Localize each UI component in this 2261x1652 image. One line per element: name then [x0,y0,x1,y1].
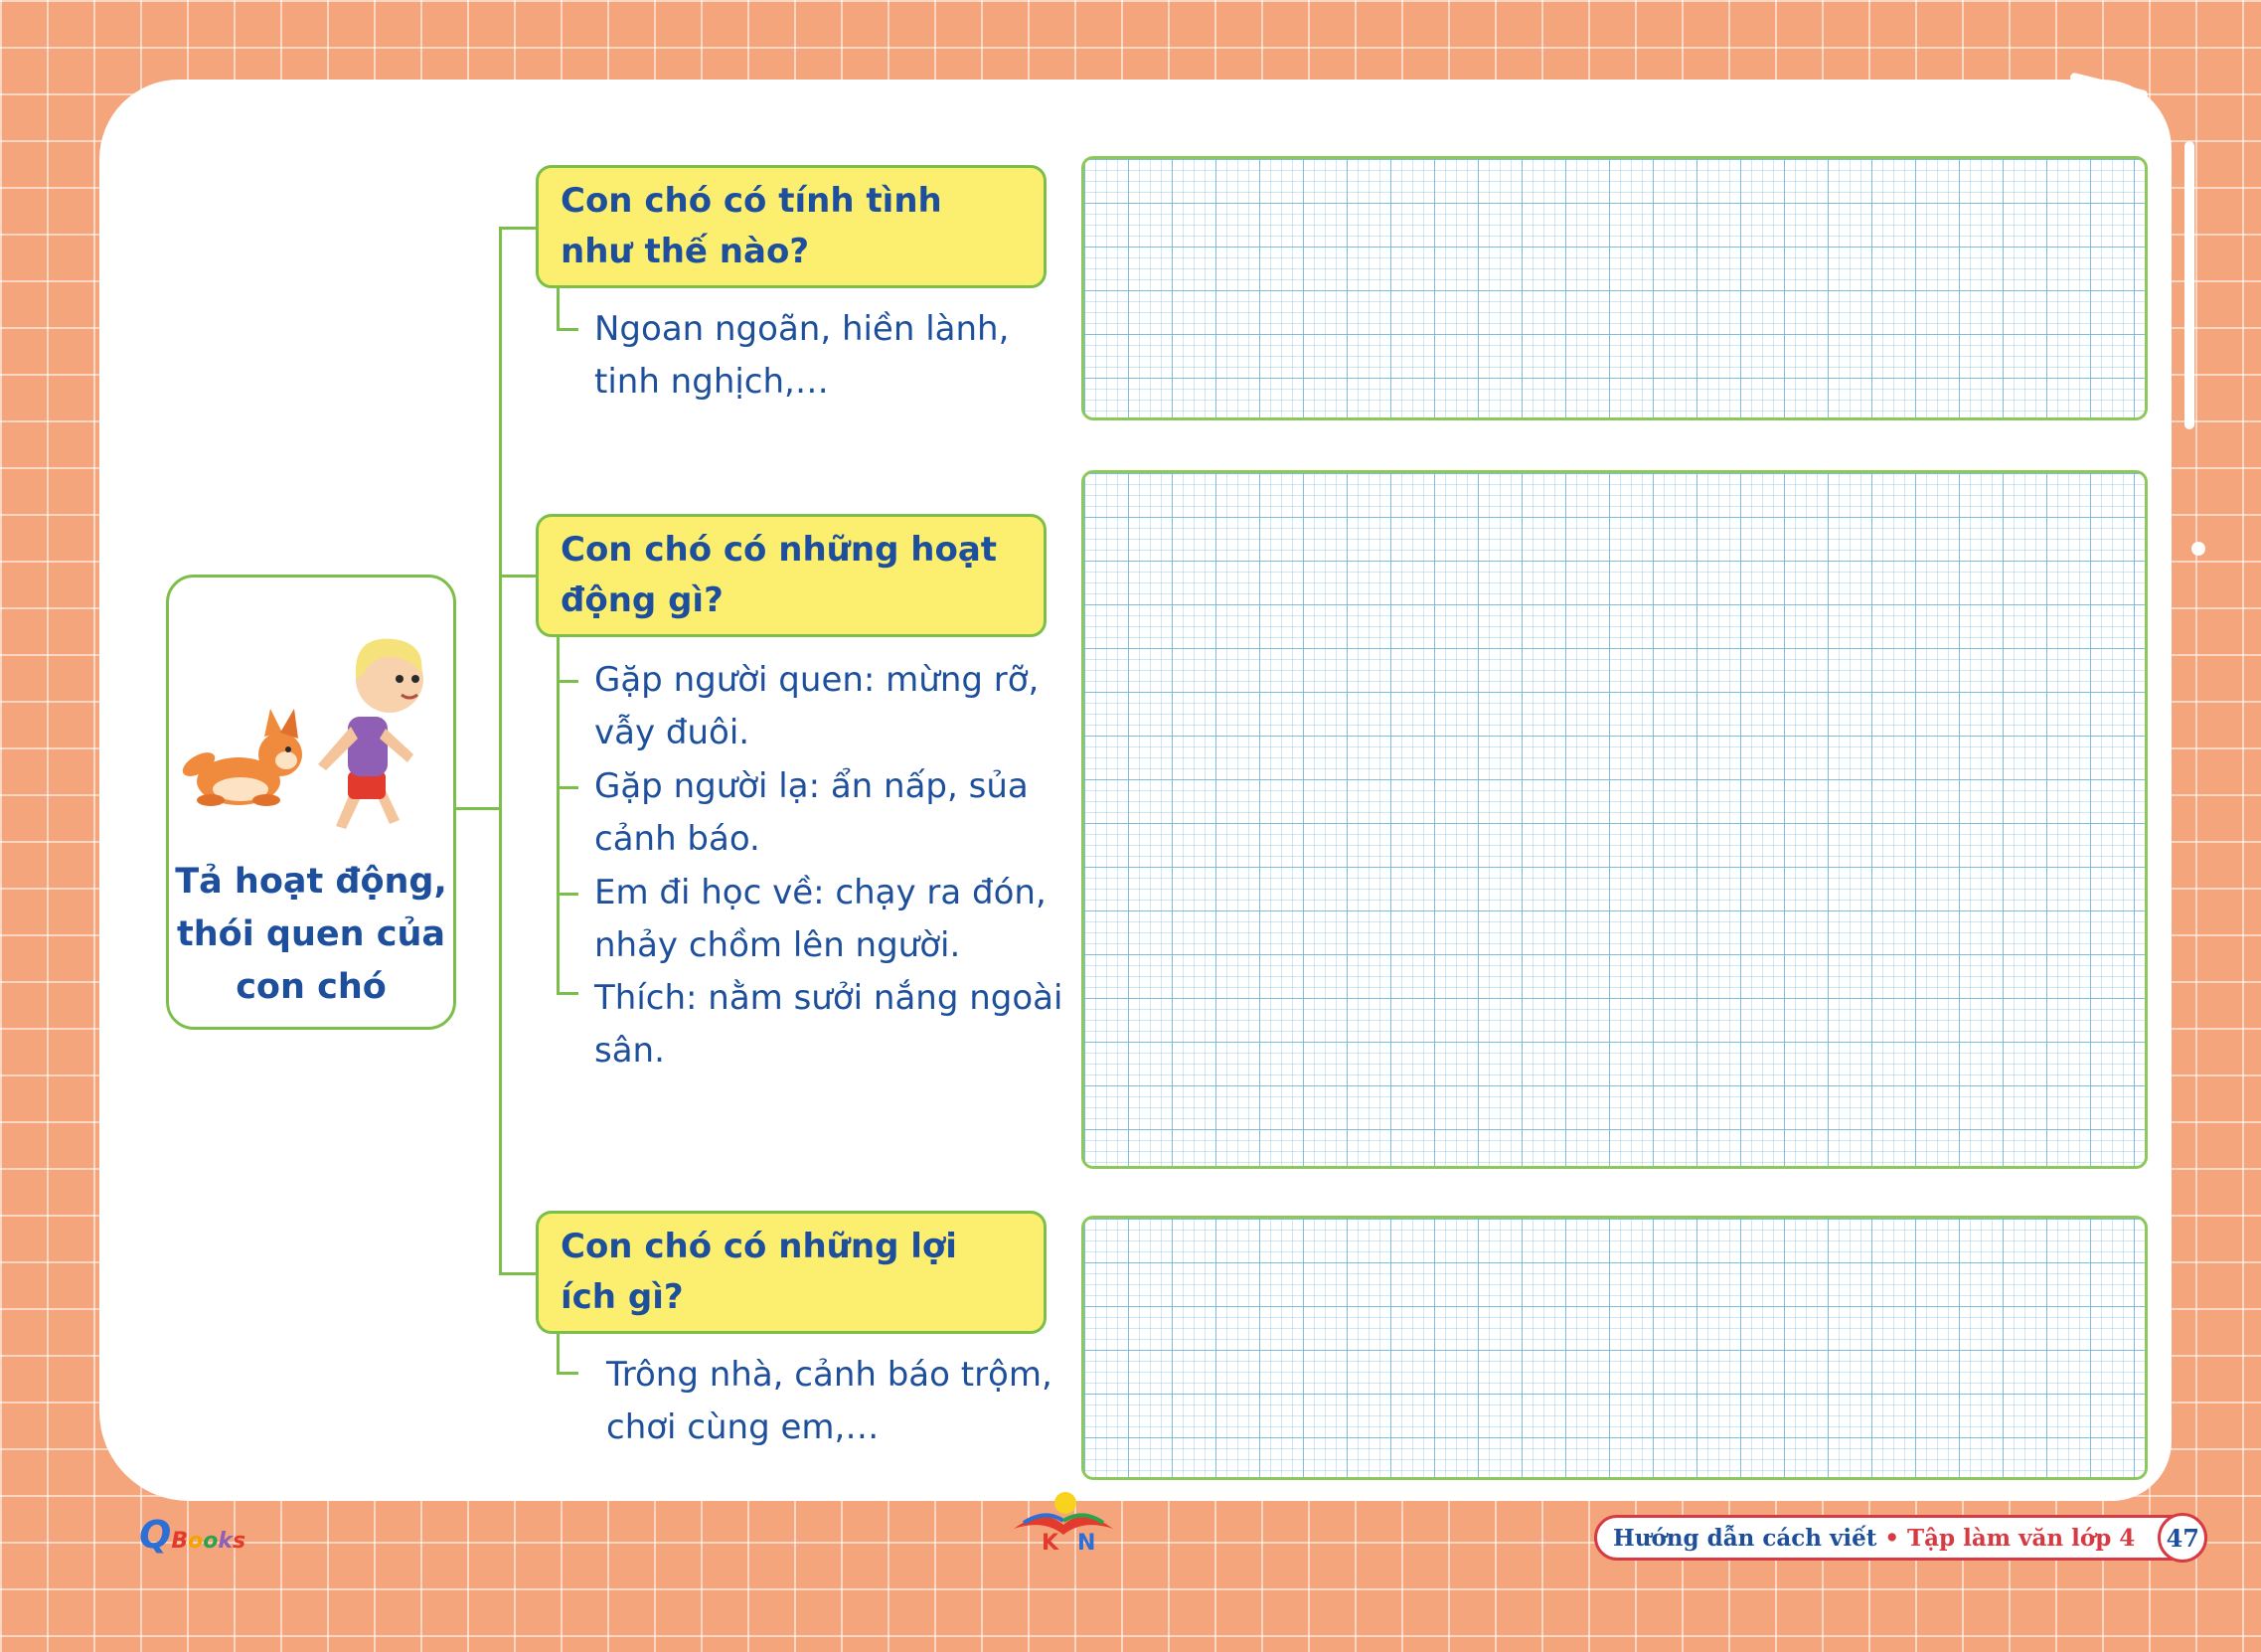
connector-line [557,786,578,789]
book-logo-icon [1004,1489,1123,1539]
logo-letter: N [1077,1531,1096,1556]
answer-text: Trông nhà, cảnh báo trộm, chơi cùng em,… [606,1355,1052,1447]
connector-line [499,575,538,578]
publisher-logo-center [1004,1489,1123,1559]
connector-line [557,893,578,896]
connector-line [499,1272,538,1275]
dog-icon [179,709,302,806]
boy-icon [318,639,423,829]
main-topic-box [166,575,456,1030]
connector-line [557,992,578,995]
footer-book-title: Hướng dẫn cách viết [1613,1524,1877,1552]
question-box-benefits [536,1211,1047,1334]
connector-line [499,227,538,230]
connector-line [456,807,500,810]
connector-line [557,636,560,994]
connector-line [557,1334,560,1374]
question-box-temperament [536,165,1047,288]
footer-separator: • [1884,1524,1900,1552]
writing-grid-temperament[interactable] [1081,156,2148,420]
footer-subtitle: Tập làm văn lớp 4 [1907,1524,2136,1552]
connector-line [557,1372,578,1375]
answer-text: Em đi học về: chạy ra đón, nhảy chồm lên người. [594,873,1047,965]
question-box-activities [536,514,1047,637]
page-number: 47 [2158,1513,2207,1563]
question-text: Con chó có tính tình như thế nào? [561,181,942,271]
decorative-stroke [2191,542,2205,556]
answer-text: Thích: nằm sưởi nắng ngoài sân. [594,978,1063,1071]
boy-and-dog-illustration [169,587,453,846]
answer-text: Gặp người quen: mừng rỡ, vẫy đuôi. [594,660,1040,752]
connector-line [557,680,578,683]
publisher-logo-left: QBooks [139,1513,246,1557]
connector-line [499,227,502,1274]
footer-book-info [1594,1515,2207,1561]
question-text: Con chó có những lợi ích gì? [561,1227,957,1317]
answer-text: Ngoan ngoãn, hiền lành, tinh nghịch,… [594,309,1010,402]
decorative-stroke [2184,141,2194,429]
writing-grid-benefits[interactable] [1081,1216,2148,1480]
writing-grid-activities[interactable] [1081,470,2148,1169]
answer-text: Gặp người lạ: ẩn nấp, sủa cảnh báo. [594,766,1029,859]
connector-line [557,328,578,331]
question-text: Con chó có những hoạt động gì? [561,530,998,620]
connector-line [557,288,560,330]
main-topic-title: Tả hoạt động, thói quen của con chó [175,862,447,1007]
logo-letter: K [1042,1531,1059,1556]
